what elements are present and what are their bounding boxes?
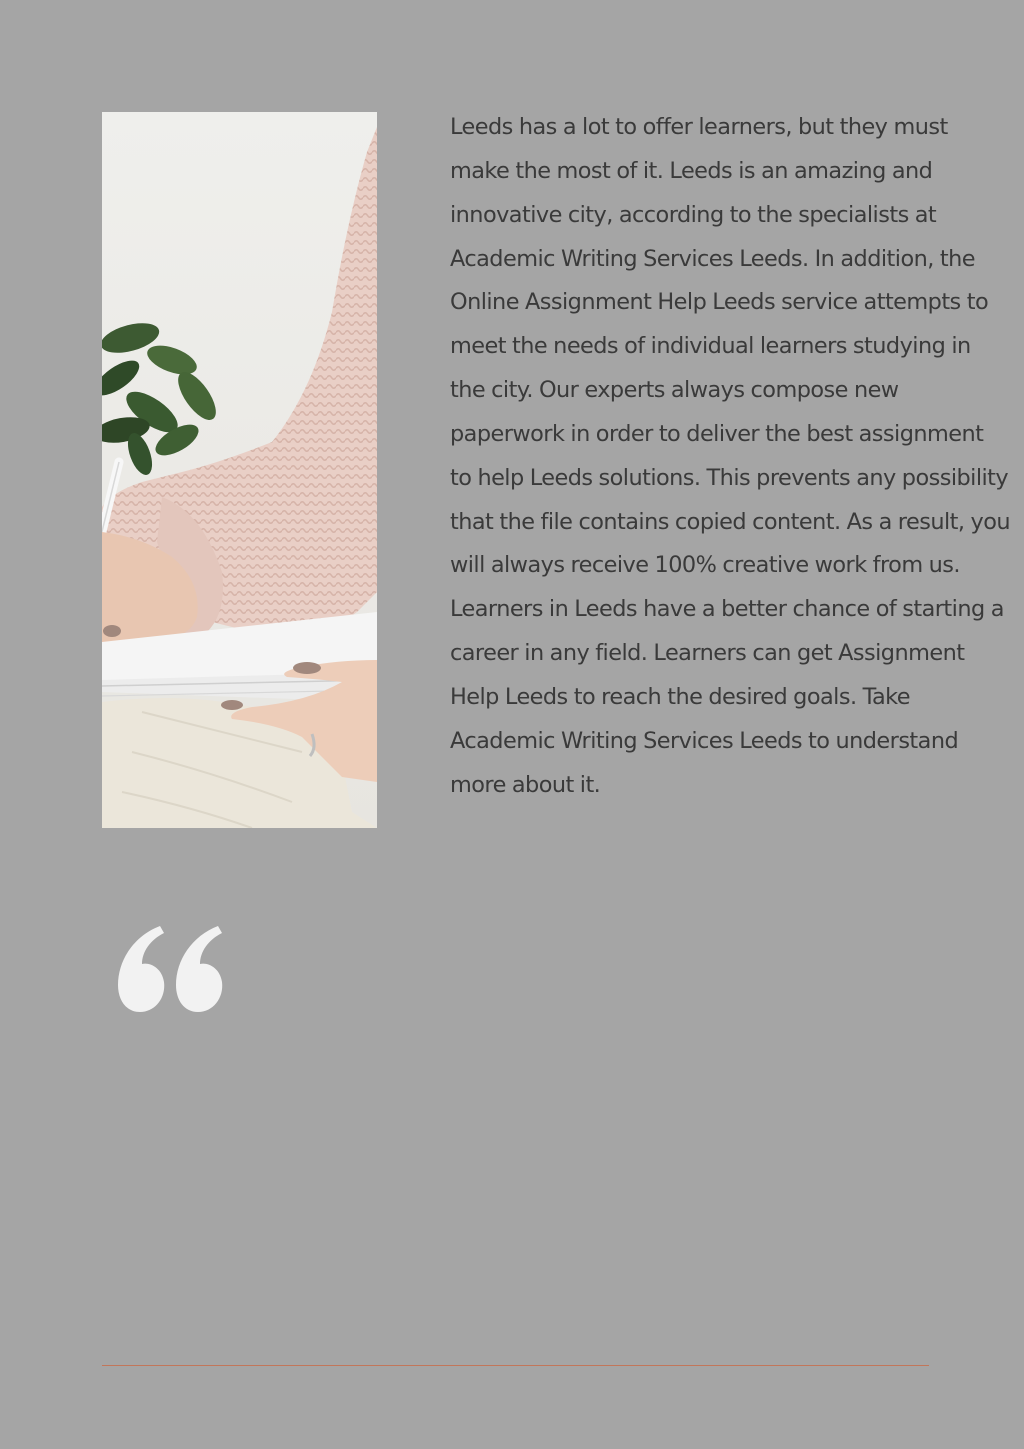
article-photo bbox=[102, 112, 377, 828]
open-quote-icon bbox=[112, 920, 242, 1020]
photo-illustration bbox=[102, 112, 377, 828]
bottom-divider bbox=[102, 1365, 929, 1366]
article-paragraph: Leeds has a lot to offer learners, but they must make the most of it. Leeds is an amazing and innovative city, according to the specialists at Academic Writing Services Leeds. In addition, the Online Assignment Help Leeds service attempts to meet the needs of individual learners studying in the city. Our experts always compose new paperwork in order to deliver the best assignment to help Leeds solutions. This prevents any possibility that the file contains copied content. As a result, you will always receive 100% creative work from us. Learners in Leeds have a better chance of starting a career in any field. Learners can get Assignment Help Leeds to reach the desired goals. Take Academic Writing Services Leeds to understand more about it. bbox=[450, 114, 1010, 798]
